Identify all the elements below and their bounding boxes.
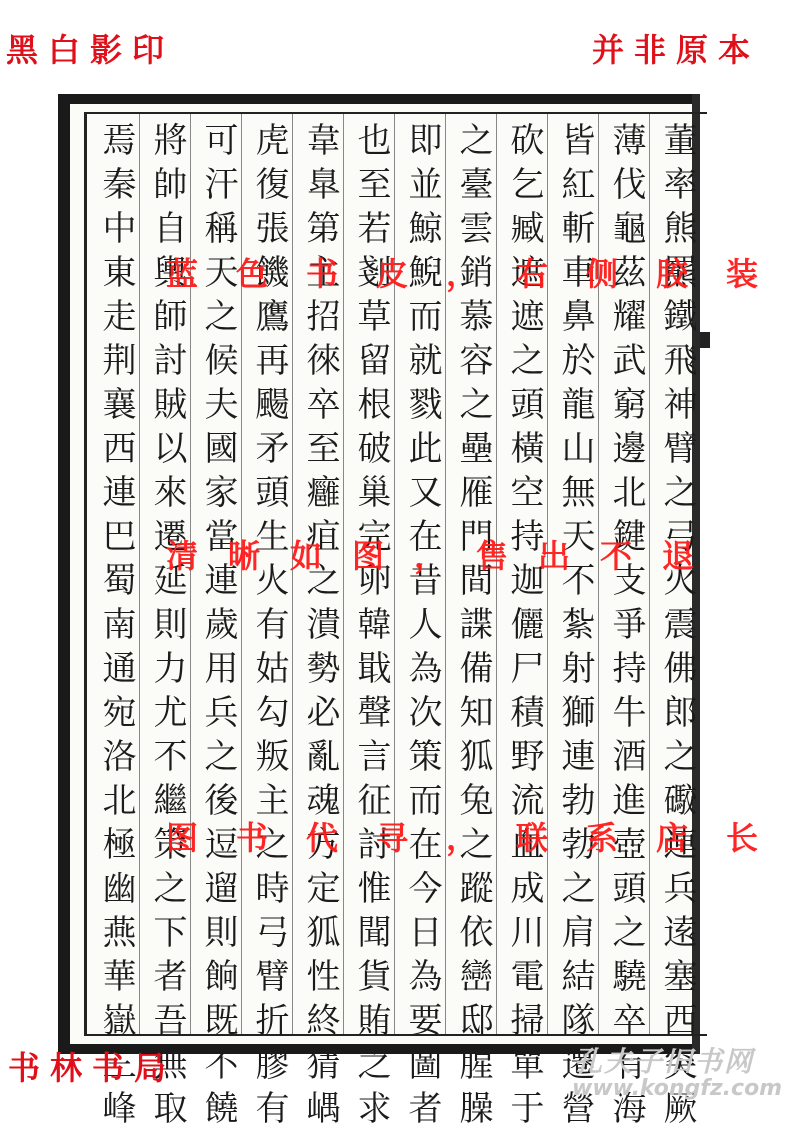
text-column-11: 將帥自輿師討賊以來遷延則力尤不繼策之下者吾無取 (147, 122, 187, 1134)
corner-label-top-left: 黑白影印 (6, 31, 175, 69)
watermark-line-3: 图书代寻，联系店长 (166, 819, 796, 857)
text-column-10: 可汗稱天之候夫國家當連歲用兵之後逗遛則餉既不饒 (198, 122, 238, 1134)
text-column-2: 薄伐龜茲耀武窮邊北鍵支爭持牛酒進壺頭之驍卒有海 (606, 122, 646, 1134)
text-column-12: 焉秦中東走荆襄西連巴蜀南通宛洛北極幽燕華嶽三峰 (96, 122, 136, 1134)
logo-url: www.kongfz.com (572, 1076, 783, 1101)
text-column-8: 韋臯第主招徠卒至癰疽之潰勢必亂魂方定狐性終猜嵎 (300, 122, 340, 1134)
site-logo (572, 1040, 783, 1110)
text-column-7: 也至若剗草留根破巢完卵韓戢聲言征討惟聞貨賄之求 (351, 122, 391, 1134)
text-column-6: 即並鯨鯢而就戮此又在昔人為次策而在今日為要圖者 (402, 122, 442, 1134)
page-edge-left (58, 94, 70, 1054)
logo-name: 孔夫子旧书网 (574, 1045, 755, 1078)
text-column-5: 之臺雲銷慕容之壘雁門間諜備知狐兔之蹤依巒邸腥臊 (453, 122, 493, 1134)
text-column-9: 虎復張饑鷹再颺矛頭生火有姑勾叛主之時弓臂折膠有 (249, 122, 289, 1134)
page-edge-top (58, 94, 698, 104)
corner-label-top-right: 并非原本 (591, 31, 760, 69)
corner-label-bottom-left: 书林书局 (8, 1049, 177, 1087)
text-column-3: 皆紅斬車鼻於龍山無天不紮射獅連勃勃之肩結隊遷營 (555, 122, 595, 1134)
watermark-line-1: 蓝色书皮，右侧胶装 (166, 255, 796, 293)
book-spine-area (700, 96, 760, 1056)
watermark-line-2: 清晰如图，售出不退 (166, 537, 725, 575)
text-column-4: 砍乞臧遮遮之頭橫空持迦儷尸積野流血成川電掃單于 (504, 122, 544, 1134)
column-rule (139, 114, 140, 1034)
text-column-1: 董率熊羆鐵飛神臂之弓火震佛郎之礮連兵逺塞西突厥 (657, 122, 697, 1134)
